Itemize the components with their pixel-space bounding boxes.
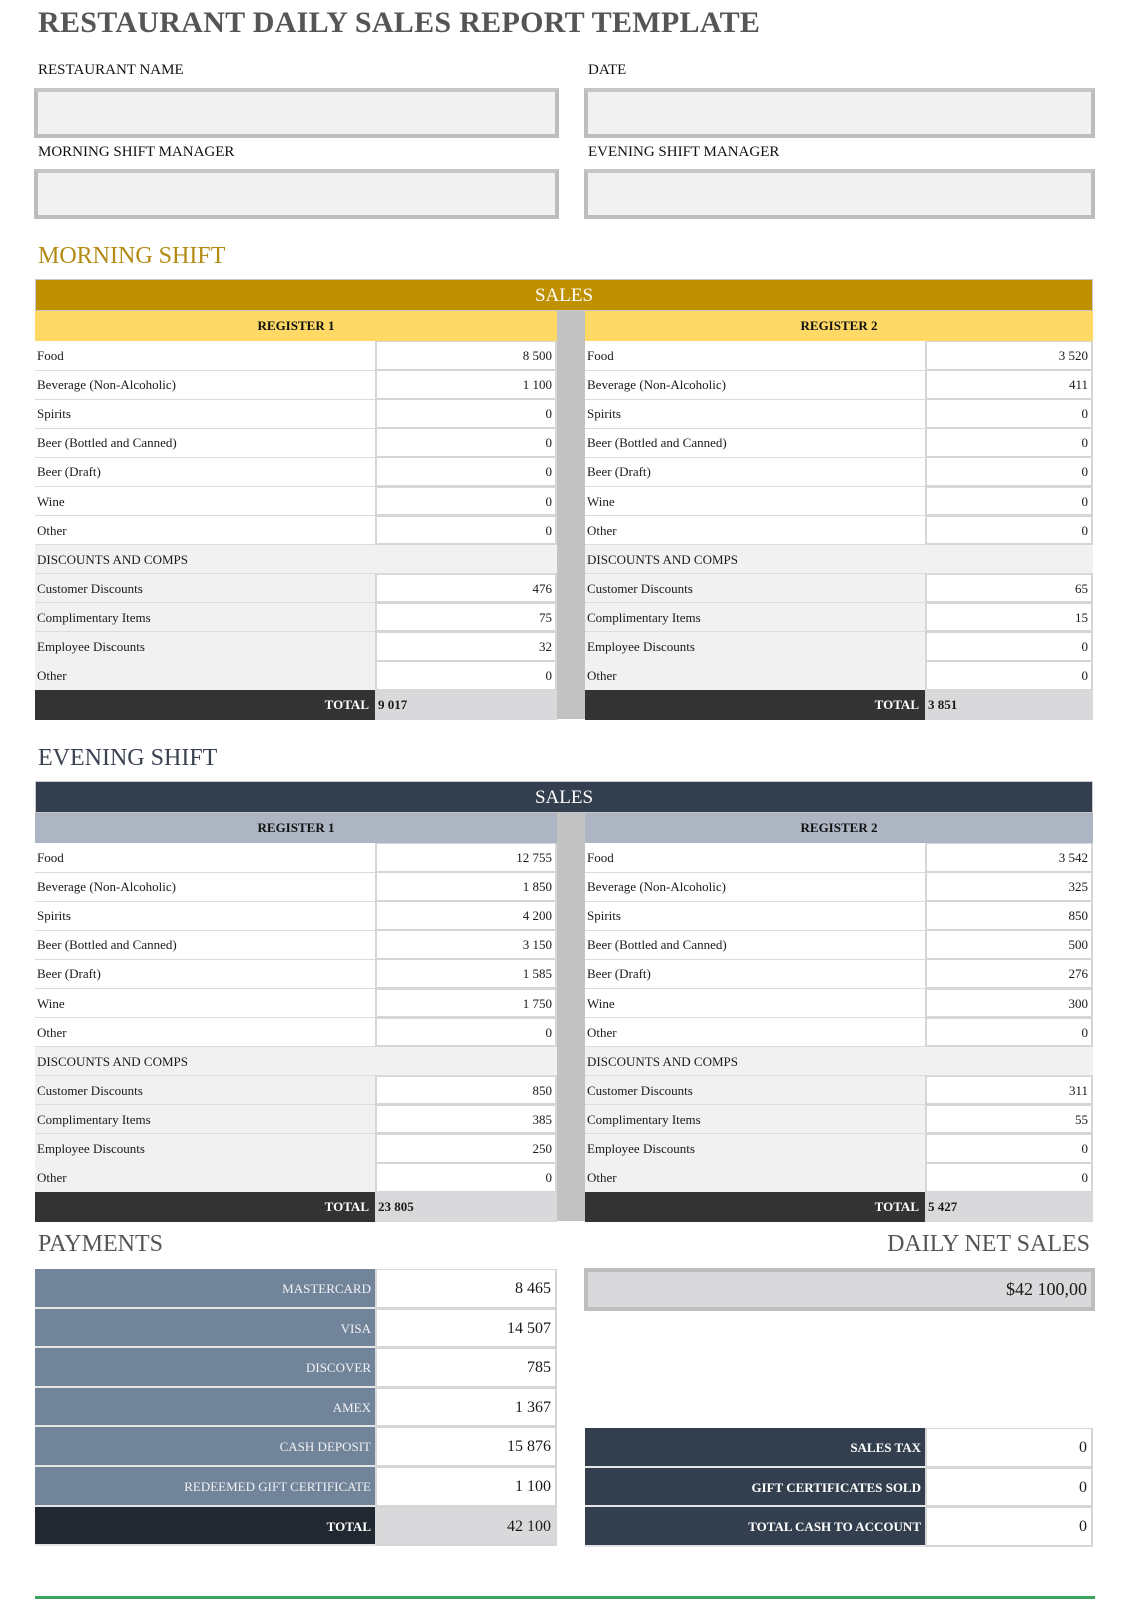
discount-row [585, 574, 1093, 604]
sales-row [585, 399, 1093, 429]
sales-row-value[interactable]: 0 [375, 487, 557, 517]
sales-row-label: Beverage (Non-Alcoholic) [585, 872, 925, 902]
summary-value[interactable]: 0 [925, 1428, 1093, 1468]
evening-sales-header: SALES [35, 781, 1093, 813]
morning-manager-input[interactable] [34, 169, 559, 219]
sales-row-label: Beer (Bottled and Canned) [35, 930, 375, 960]
sales-row-label: Beverage (Non-Alcoholic) [35, 370, 375, 400]
summary-label: SALES TAX [585, 1428, 925, 1468]
summary-value[interactable]: 0 [925, 1507, 1093, 1547]
sales-row-label: Beer (Draft) [585, 959, 925, 989]
restaurant-name-input[interactable] [34, 88, 559, 138]
sales-row-label: Wine [585, 989, 925, 1019]
payment-total-value: 42 100 [375, 1507, 557, 1547]
sales-row [35, 872, 557, 902]
payment-label: MASTERCARD [35, 1269, 375, 1309]
sales-row [35, 428, 557, 458]
discount-row-value[interactable]: 32 [375, 632, 557, 662]
discounts-section-header [35, 1047, 557, 1077]
sales-row-label: Food [35, 341, 375, 371]
sales-row-label: Beverage (Non-Alcoholic) [35, 872, 375, 902]
sales-row-value[interactable]: 411 [925, 370, 1093, 400]
discount-row [35, 574, 557, 604]
daily-net-sales-value[interactable]: $42 100,00 [584, 1268, 1095, 1311]
evening-shift-title: EVENING SHIFT [38, 745, 218, 771]
payment-total-label: TOTAL [35, 1507, 375, 1547]
register-total-value: 23 805 [375, 1192, 557, 1222]
discount-row-value[interactable]: 385 [375, 1105, 557, 1135]
sales-row-label: Spirits [585, 399, 925, 429]
discount-row-label: Customer Discounts [585, 1076, 925, 1106]
payments-title: PAYMENTS [38, 1231, 163, 1257]
evening-manager-input[interactable] [584, 169, 1095, 219]
sales-row-label: Other [35, 516, 375, 546]
sales-row-value[interactable]: 3 150 [375, 930, 557, 960]
morning-shift-title: MORNING SHIFT [38, 243, 226, 269]
register-total-value: 5 427 [925, 1192, 1093, 1222]
discount-row [585, 603, 1093, 633]
daily-net-sales-title: DAILY NET SALES [887, 1231, 1090, 1257]
evening-register-divider [557, 813, 585, 1221]
discount-row [35, 1163, 557, 1193]
evening-register-1-header: REGISTER 1 [35, 813, 557, 843]
payment-label: VISA [35, 1309, 375, 1349]
sales-row [585, 1018, 1093, 1048]
sales-row-label: Spirits [35, 399, 375, 429]
sales-row-value[interactable]: 0 [925, 399, 1093, 429]
sales-row-label: Beer (Draft) [585, 457, 925, 487]
discount-row-value[interactable]: 0 [925, 661, 1093, 691]
discount-row-label: Complimentary Items [35, 1105, 375, 1135]
morning-register-divider [557, 311, 585, 719]
payment-row [35, 1309, 557, 1349]
sales-row-value[interactable]: 0 [925, 516, 1093, 546]
sales-row [35, 516, 557, 546]
discount-row-label: Other [585, 1163, 925, 1193]
payment-row [35, 1427, 557, 1467]
sales-row [35, 370, 557, 400]
restaurant-name-label: RESTAURANT NAME [38, 62, 184, 78]
sales-row [585, 341, 1093, 371]
sales-row-value[interactable]: 0 [925, 457, 1093, 487]
register-total-value: 3 851 [925, 690, 1093, 720]
sales-row-value[interactable]: 0 [375, 457, 557, 487]
sales-row-label: Other [585, 516, 925, 546]
sales-row-value[interactable]: 0 [375, 1018, 557, 1048]
register-total-row [35, 1192, 557, 1222]
sales-row-value[interactable]: 850 [925, 901, 1093, 931]
sales-row [35, 843, 557, 873]
sales-row-value[interactable]: 8 500 [375, 341, 557, 371]
register-total-label: TOTAL [35, 690, 375, 720]
sales-row-value[interactable]: 0 [375, 399, 557, 429]
discount-row-label: Employee Discounts [35, 1134, 375, 1164]
discount-row-value[interactable]: 0 [375, 1163, 557, 1193]
sales-row-value[interactable]: 1 850 [375, 872, 557, 902]
sales-row-value[interactable]: 3 542 [925, 843, 1093, 873]
discount-row-value[interactable]: 0 [925, 1134, 1093, 1164]
summary-value[interactable]: 0 [925, 1468, 1093, 1508]
discounts-section-label: DISCOUNTS AND COMPS [35, 1047, 557, 1077]
sales-row-label: Spirits [585, 901, 925, 931]
sales-row-label: Beer (Draft) [35, 457, 375, 487]
payment-value[interactable]: 8 465 [375, 1269, 557, 1309]
payment-value[interactable]: 1 100 [375, 1467, 557, 1507]
sales-row-value[interactable]: 0 [925, 1018, 1093, 1048]
morning-manager-label: MORNING SHIFT MANAGER [38, 144, 235, 160]
sales-row [585, 370, 1093, 400]
summary-row [585, 1468, 1093, 1508]
sales-row-label: Other [585, 1018, 925, 1048]
sales-row-label: Wine [35, 487, 375, 517]
discount-row-label: Customer Discounts [35, 574, 375, 604]
sales-row-label: Food [585, 843, 925, 873]
sales-row [35, 901, 557, 931]
sales-row [35, 399, 557, 429]
sales-row-value[interactable]: 4 200 [375, 901, 557, 931]
discount-row-value[interactable]: 250 [375, 1134, 557, 1164]
discount-row [35, 661, 557, 691]
payment-label: CASH DEPOSIT [35, 1427, 375, 1467]
sales-row-value[interactable]: 325 [925, 872, 1093, 902]
discount-row-label: Other [35, 1163, 375, 1193]
sales-row [35, 989, 557, 1019]
evening-manager-label: EVENING SHIFT MANAGER [588, 144, 780, 160]
sales-row-value[interactable]: 0 [375, 428, 557, 458]
payment-row [35, 1269, 557, 1309]
register-total-value: 9 017 [375, 690, 557, 720]
page-title: RESTAURANT DAILY SALES REPORT TEMPLATE [38, 6, 761, 39]
summary-row [585, 1507, 1093, 1547]
sales-row-value[interactable]: 0 [375, 516, 557, 546]
discounts-section-label: DISCOUNTS AND COMPS [585, 1047, 1093, 1077]
discount-row [585, 1076, 1093, 1106]
evening-register-2-header: REGISTER 2 [585, 813, 1093, 843]
sales-row-label: Wine [585, 487, 925, 517]
sales-row-label: Beverage (Non-Alcoholic) [585, 370, 925, 400]
discount-row-value[interactable]: 15 [925, 603, 1093, 633]
discount-row-value[interactable]: 55 [925, 1105, 1093, 1135]
sales-row [35, 930, 557, 960]
discount-row-value[interactable]: 0 [375, 661, 557, 691]
sales-row [585, 989, 1093, 1019]
sales-row [35, 457, 557, 487]
sales-row [35, 1018, 557, 1048]
sales-row-label: Wine [35, 989, 375, 1019]
footer-divider [35, 1596, 1095, 1599]
discounts-section-label: DISCOUNTS AND COMPS [35, 545, 557, 575]
sales-row-value[interactable]: 1 750 [375, 989, 557, 1019]
payment-label: AMEX [35, 1388, 375, 1428]
register-total-label: TOTAL [585, 1192, 925, 1222]
payment-row [35, 1467, 557, 1507]
discount-row-value[interactable]: 75 [375, 603, 557, 633]
sales-row [35, 959, 557, 989]
register-total-row [585, 690, 1093, 720]
morning-sales-header: SALES [35, 279, 1093, 311]
sales-row-label: Other [35, 1018, 375, 1048]
sales-row [585, 457, 1093, 487]
sales-row [585, 843, 1093, 873]
sales-row-label: Food [35, 843, 375, 873]
sales-row-value[interactable]: 0 [925, 487, 1093, 517]
sales-row-label: Food [585, 341, 925, 371]
date-input[interactable] [584, 88, 1095, 138]
register-total-label: TOTAL [35, 1192, 375, 1222]
register-total-label: TOTAL [585, 690, 925, 720]
sales-row-value[interactable]: 1 585 [375, 959, 557, 989]
discount-row-label: Other [585, 661, 925, 691]
sales-row [35, 341, 557, 371]
payment-value[interactable]: 14 507 [375, 1309, 557, 1349]
sales-row-value[interactable]: 1 100 [375, 370, 557, 400]
sales-row [585, 516, 1093, 546]
discount-row-value[interactable]: 0 [925, 1163, 1093, 1193]
sales-row [35, 487, 557, 517]
discount-row [585, 1105, 1093, 1135]
sales-row-value[interactable]: 12 755 [375, 843, 557, 873]
discount-row [35, 1134, 557, 1164]
discount-row [35, 1105, 557, 1135]
discounts-section-header [35, 545, 557, 575]
sales-row [585, 930, 1093, 960]
payment-label: REDEEMED GIFT CERTIFICATE [35, 1467, 375, 1507]
morning-register-2-header: REGISTER 2 [585, 311, 1093, 341]
discount-row-label: Customer Discounts [35, 1076, 375, 1106]
discount-row-value[interactable]: 311 [925, 1076, 1093, 1106]
discount-row-label: Complimentary Items [585, 603, 925, 633]
discount-row [35, 1076, 557, 1106]
sales-row-label: Beer (Bottled and Canned) [585, 428, 925, 458]
sales-row [585, 487, 1093, 517]
sales-row-label: Beer (Bottled and Canned) [585, 930, 925, 960]
sales-row-label: Spirits [35, 901, 375, 931]
discounts-section-header [585, 1047, 1093, 1077]
sales-row-label: Beer (Draft) [35, 959, 375, 989]
payment-total-row [35, 1507, 557, 1547]
sales-row [585, 428, 1093, 458]
summary-row [585, 1428, 1093, 1468]
morning-register-1-header: REGISTER 1 [35, 311, 557, 341]
discount-row-value[interactable]: 850 [375, 1076, 557, 1106]
sales-row-value[interactable]: 500 [925, 930, 1093, 960]
discount-row-label: Other [35, 661, 375, 691]
sales-row-value[interactable]: 276 [925, 959, 1093, 989]
sales-row-value[interactable]: 0 [925, 428, 1093, 458]
discount-row [585, 632, 1093, 662]
sales-row-value[interactable]: 3 520 [925, 341, 1093, 371]
payment-row [35, 1348, 557, 1388]
payment-row [35, 1388, 557, 1428]
sales-row-value[interactable]: 300 [925, 989, 1093, 1019]
discount-row-label: Customer Discounts [585, 574, 925, 604]
sales-row [585, 959, 1093, 989]
discount-row [585, 1134, 1093, 1164]
payment-value[interactable]: 1 367 [375, 1388, 557, 1428]
discounts-section-label: DISCOUNTS AND COMPS [585, 545, 1093, 575]
discount-row-label: Complimentary Items [35, 603, 375, 633]
summary-label: TOTAL CASH TO ACCOUNT [585, 1507, 925, 1547]
discount-row-label: Employee Discounts [585, 632, 925, 662]
discount-row-label: Employee Discounts [35, 632, 375, 662]
payment-label: DISCOVER [35, 1348, 375, 1388]
date-label: DATE [588, 62, 627, 78]
discount-row-label: Employee Discounts [585, 1134, 925, 1164]
discount-row-label: Complimentary Items [585, 1105, 925, 1135]
summary-label: GIFT CERTIFICATES SOLD [585, 1468, 925, 1508]
discount-row-value[interactable]: 476 [375, 574, 557, 604]
sales-row-label: Beer (Bottled and Canned) [35, 428, 375, 458]
discount-row [585, 661, 1093, 691]
register-total-row [585, 1192, 1093, 1222]
sales-row [585, 872, 1093, 902]
payment-value[interactable]: 15 876 [375, 1427, 557, 1467]
sales-row [585, 901, 1093, 931]
discount-row-value[interactable]: 0 [925, 632, 1093, 662]
register-total-row [35, 690, 557, 720]
discounts-section-header [585, 545, 1093, 575]
discount-row-value[interactable]: 65 [925, 574, 1093, 604]
payment-value[interactable]: 785 [375, 1348, 557, 1388]
discount-row [585, 1163, 1093, 1193]
discount-row [35, 632, 557, 662]
discount-row [35, 603, 557, 633]
